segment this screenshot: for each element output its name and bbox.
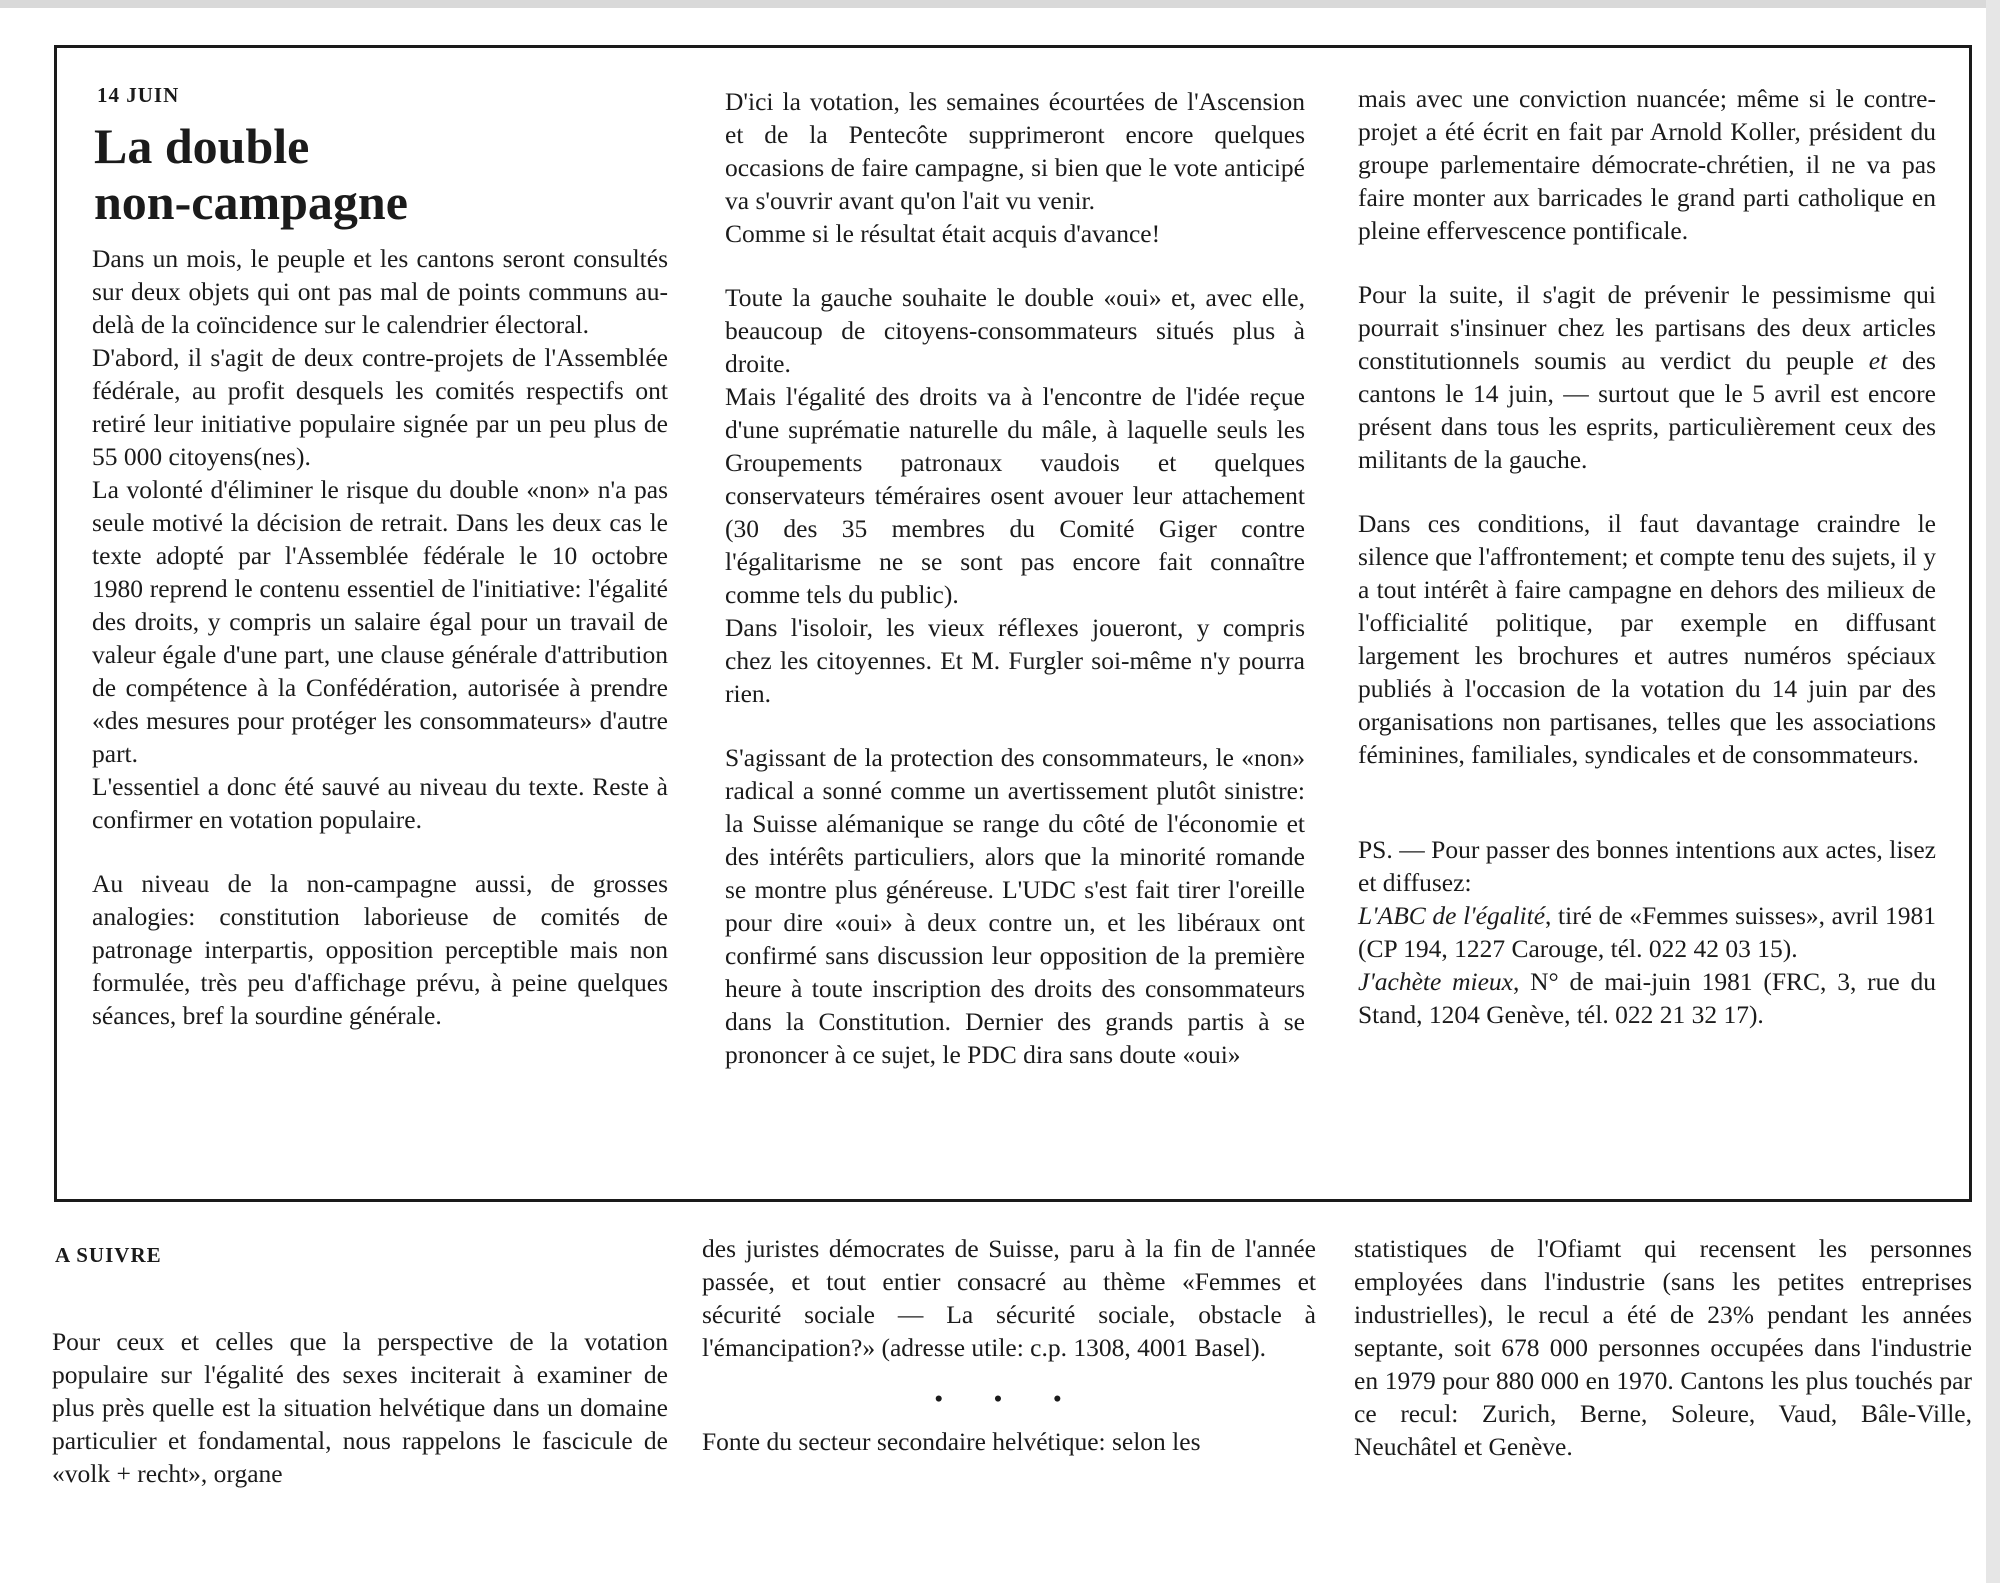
followup-column-2 [702, 1232, 1316, 1458]
reference: J'achète mieux, N° de mai-juin 1981 (FRC, 3, rue du Stand, 1204 Genève, tél. 022 21 32 17). [1358, 967, 1936, 1029]
title-line-2: non-campagne [94, 174, 408, 230]
article-title [94, 118, 654, 230]
paragraph: Toute la gauche souhaite le double «oui» et, avec elle, beaucoup de citoyens-consommateurs situés plus à droite. [725, 283, 1305, 378]
paragraph: Mais l'égalité des droits va à l'encontre de l'idée reçue d'une suprématie naturelle du mâle, à laquelle seuls les Groupements patronaux vaudois et quelques conservateurs téméraires osent avouer leur attachement (30 des 35 membres du Comité Giger contre l'égalitarisme ne se sont pas encore fait connaître comme tels du public). [725, 382, 1305, 609]
paragraph: Au niveau de la non-campagne aussi, de grosses analogies: constitution laborieuse de comités de patronage interpartis, opposition perceptible mais non formulée, très peu d'affichage prévu, à peine quelques séances, bref la sourdine générale. [92, 869, 668, 1030]
followup-column-1 [52, 1325, 668, 1490]
scan-edge-right [1986, 0, 2000, 1583]
paragraph: D'ici la votation, les semaines écourtées de l'Ascension et de la Pentecôte supprimeront encore quelques occasions de faire campagne, si bien que le vote anticipé va s'ouvrir avant qu'on l'ait vu venir. [725, 87, 1305, 215]
article-column-3 [1358, 82, 1936, 1031]
paragraph: statistiques de l'Ofiamt qui recensent les personnes employées dans l'industrie (sans les petites entreprises industrielles), le recul a été de 23% pendant les années septante, soit 678 000 personnes occupées dans l'industrie en 1979 pour 880 000 en 1970. Cantons les plus touchés par ce recul: Zurich, Berne, Soleure, Vaud, Bâle-Ville, Neuchâtel et Genève. [1354, 1234, 1972, 1461]
paragraph: Fonte du secteur secondaire helvétique: selon les [702, 1427, 1201, 1456]
paragraph: Dans ces conditions, il faut davantage craindre le silence que l'affrontement; et compte tenu des sujets, il y a tout intérêt à faire campagne en dehors des milieux de l'officialité politique, par exemple en diffusant largement les brochures et autres numéros spéciaux publiés à l'occasion de la votation du 14 juin par des organisations non partisanes, telles que les associations féminines, familiales, syndicales et de consommateurs. [1358, 509, 1936, 769]
paragraph: Dans l'isoloir, les vieux réflexes joueront, y compris chez les citoyennes. Et M. Furgler soi-même n'y pourra rien. [725, 613, 1305, 708]
article-column-1 [92, 242, 668, 1032]
reference: L'ABC de l'égalité, tiré de «Femmes suisses», avril 1981 (CP 194, 1227 Carouge, tél. 022 42 03 15). [1358, 901, 1936, 963]
paragraph: L'essentiel a donc été sauvé au niveau du texte. Reste à confirmer en votation populaire. [92, 772, 668, 834]
followup-column-3 [1354, 1232, 1972, 1463]
article-kicker: 14 JUIN [97, 83, 180, 107]
paragraph: Dans un mois, le peuple et les cantons seront consultés sur deux objets qui ont pas mal de points communs au-delà de la coïncidence sur le calendrier électoral. [92, 244, 668, 339]
paragraph: Comme si le résultat était acquis d'avance! [725, 219, 1161, 248]
paragraph: Pour ceux et celles que la perspective de la votation populaire sur l'égalité des sexes inciterait à examiner de plus près quelle est la situation helvétique dans un domaine particulier et fondamental, nous rappelons le fascicule de «volk + recht», organe [52, 1327, 668, 1488]
paragraph: S'agissant de la protection des consommateurs, le «non» radical a sonné comme un avertissement plutôt sinistre: la Suisse alémanique se range du côté de l'économie et des intérêts particuliers, alors que la minorité romande se montre plus généreuse. L'UDC s'est fait tirer l'oreille pour dire «oui» à deux contre un, et les libéraux ont confirmé sans discussion leur opposition de la première heure à toute inscription des droits des consommateurs dans la Constitution. Dernier des grands partis à se prononcer à ce sujet, le PDC dira sans doute «oui» [725, 743, 1305, 1069]
paragraph: D'abord, il s'agit de deux contre-projets de l'Assemblée fédérale, au profit desquels les comités respectifs ont retiré leur initiative populaire signée par un peu plus de 55 000 citoyens(nes). [92, 343, 668, 471]
paragraph: PS. — Pour passer des bonnes intentions aux actes, lisez et diffusez: [1358, 835, 1936, 897]
section-separator: • • • [934, 1384, 1084, 1413]
title-line-1: La double [94, 118, 310, 174]
paragraph: des juristes démocrates de Suisse, paru à la fin de l'année passée, et tout entier consacré au thème «Femmes et sécurité sociale — La sécurité sociale, obstacle à l'émancipation?» (adresse utile: c.p. 1308, 4001 Basel). [702, 1234, 1316, 1362]
article-column-2 [725, 85, 1305, 1071]
paragraph: Pour la suite, il s'agit de prévenir le pessimisme qui pourrait s'insinuer chez les partisans des deux articles constitutionnels soumis au verdict du peuple et des cantons le 14 juin, — surtout que le 5 avril est encore présent dans tous les esprits, particulièrement ceux des militants de la gauche. [1358, 280, 1936, 474]
paragraph: mais avec une conviction nuancée; même si le contre-projet a été écrit en fait par Arnold Koller, président du groupe parlementaire démocrate-chrétien, il ne va pas faire monter aux barricades le grand parti catholique en pleine effervescence pontificale. [1358, 84, 1936, 245]
scan-edge-top [0, 0, 2000, 8]
paragraph: La volonté d'éliminer le risque du double «non» n'a pas seule motivé la décision de retrait. Dans les deux cas le texte adopté par l'Assemblée fédérale le 10 octobre 1980 reprend le contenu essentiel de l'initiative: l'égalité des droits, y compris un salaire égal pour un travail de valeur égale d'une part, une clause générale d'attribution de compétence à la Confédération, autorisée à prendre «des mesures pour protéger les consommateurs» d'autre part. [92, 475, 668, 768]
followup-kicker: A SUIVRE [55, 1243, 162, 1267]
